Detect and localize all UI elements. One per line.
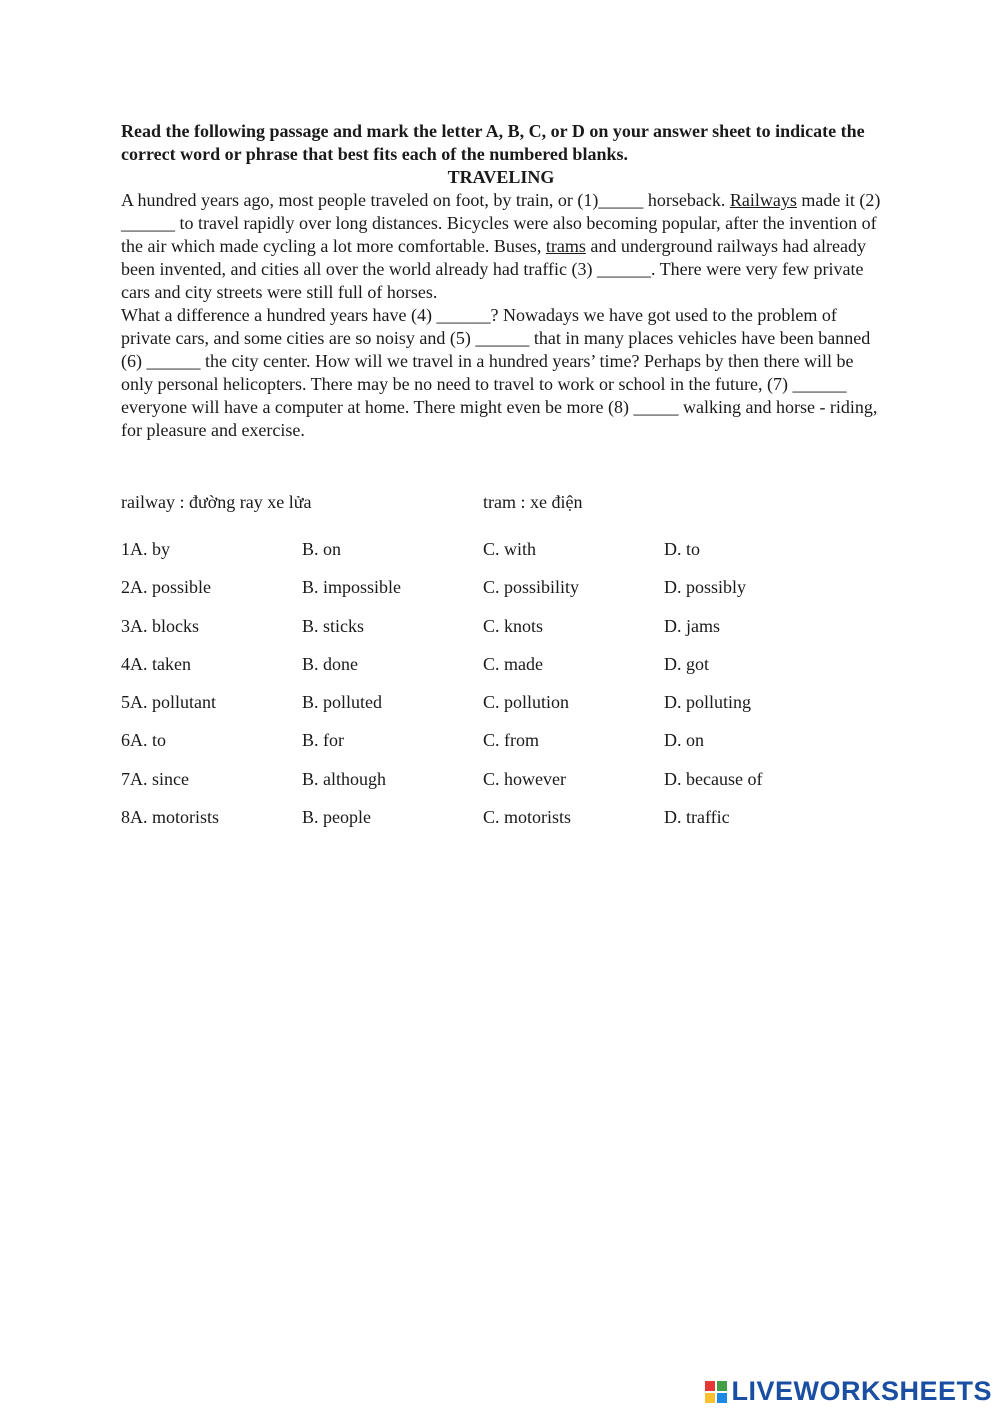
option-row-4 <box>121 653 881 691</box>
option-2b[interactable]: B. impossible <box>302 577 402 598</box>
option-3c[interactable]: C. knots <box>483 615 544 636</box>
answer-options <box>121 538 881 844</box>
option-1a[interactable]: 1A. by <box>121 539 170 559</box>
option-8a[interactable]: 8A. motorists <box>121 807 220 828</box>
option-3a[interactable]: 3A. blocks <box>121 615 199 636</box>
option-7c[interactable]: C. however <box>483 768 566 789</box>
option-5b[interactable]: B. polluted <box>302 692 382 713</box>
option-6b[interactable]: B. for <box>302 730 344 751</box>
option-6a[interactable]: 6A. to <box>121 730 166 751</box>
option-1c[interactable]: C. with <box>483 539 537 559</box>
option-8d[interactable]: D. traffic <box>664 807 730 828</box>
option-4b[interactable]: B. done <box>302 653 358 674</box>
option-row-2 <box>121 576 881 614</box>
option-7a[interactable]: 7A. since <box>121 768 189 789</box>
option-5c[interactable]: C. pollution <box>483 692 570 713</box>
option-row-7 <box>121 768 881 806</box>
option-row-8 <box>121 806 881 844</box>
option-4a[interactable]: 4A. taken <box>121 653 191 674</box>
option-row-3 <box>121 615 881 653</box>
option-1b[interactable]: B. on <box>302 539 342 559</box>
option-2c[interactable]: C. possibility <box>483 577 580 598</box>
vocab-railway: railway : đường ray xe lửa <box>121 492 312 512</box>
option-5a[interactable]: 5A. pollutant <box>121 692 216 713</box>
option-2d[interactable]: D. possibly <box>664 577 747 598</box>
option-4c[interactable]: C. made <box>483 653 543 674</box>
option-row-1 <box>121 538 881 576</box>
option-2a[interactable]: 2A. possible <box>121 577 211 598</box>
option-6c[interactable]: C. from <box>483 730 539 751</box>
worksheet <box>121 120 881 442</box>
option-row-6 <box>121 729 881 767</box>
option-4d[interactable]: D. got <box>664 653 709 674</box>
liveworksheets-logo[interactable] <box>705 1376 992 1407</box>
passage-title: TRAVELING <box>447 167 555 187</box>
option-1d[interactable]: D. to <box>664 539 700 559</box>
option-row-5 <box>121 691 881 729</box>
underlined-word-railways: Railways <box>729 190 797 210</box>
paragraph-1-part-3: and underground railways had already been invented, and cities all over the world already had traffic (3) ______. There were very few private cars and city streets were still full of horses. <box>121 236 866 302</box>
option-3d[interactable]: D. jams <box>664 615 720 636</box>
option-6d[interactable]: D. on <box>664 730 704 751</box>
option-7d[interactable]: D. because of <box>664 768 763 789</box>
option-8c[interactable]: C. motorists <box>483 807 572 828</box>
paragraph-1-part-1: A hundred years ago, most people traveled on foot, by train, or (1)_____ horseback. <box>121 190 730 210</box>
option-8b[interactable]: B. people <box>302 807 371 828</box>
option-3b[interactable]: B. sticks <box>302 615 365 636</box>
option-5d[interactable]: D. polluting <box>664 692 752 713</box>
option-7b[interactable]: B. although <box>302 768 386 789</box>
passage-paragraph-2: What a difference a hundred years have (4) ______? Nowadays we have got used to the problem of private cars, and some cities are so noisy and (5) ______ that in many places vehicles have been banned (6) ______ the city center. How will we travel in a hundred years’ time? Perhaps by then there will be only personal helicopters. There may be no need to travel to work or school in the future, (7) ______ everyone will have a computer at home. There might even be more (8) _____ walking and horse - riding, for pleasure and exercise. <box>121 305 878 440</box>
passage-paragraph-1 <box>121 189 881 304</box>
underlined-word-trams: trams <box>545 236 586 256</box>
paragraph-1-part-2: made it (2) ______ to travel rapidly over long distances. Bicycles were also becoming popular, after the invention of the air which made cycling a lot more comfortable. Buses, <box>121 190 881 256</box>
vocab-tram: tram : xe điện <box>483 492 583 512</box>
liveworksheets-logo-text: LIVEWORKSHEETS <box>731 1376 992 1406</box>
instruction-text: Read the following passage and mark the letter A, B, C, or D on your answer sheet to indicate the correct word or phrase that best fits each of the numbered blanks. <box>121 121 865 164</box>
liveworksheets-logo-icon <box>705 1381 727 1403</box>
